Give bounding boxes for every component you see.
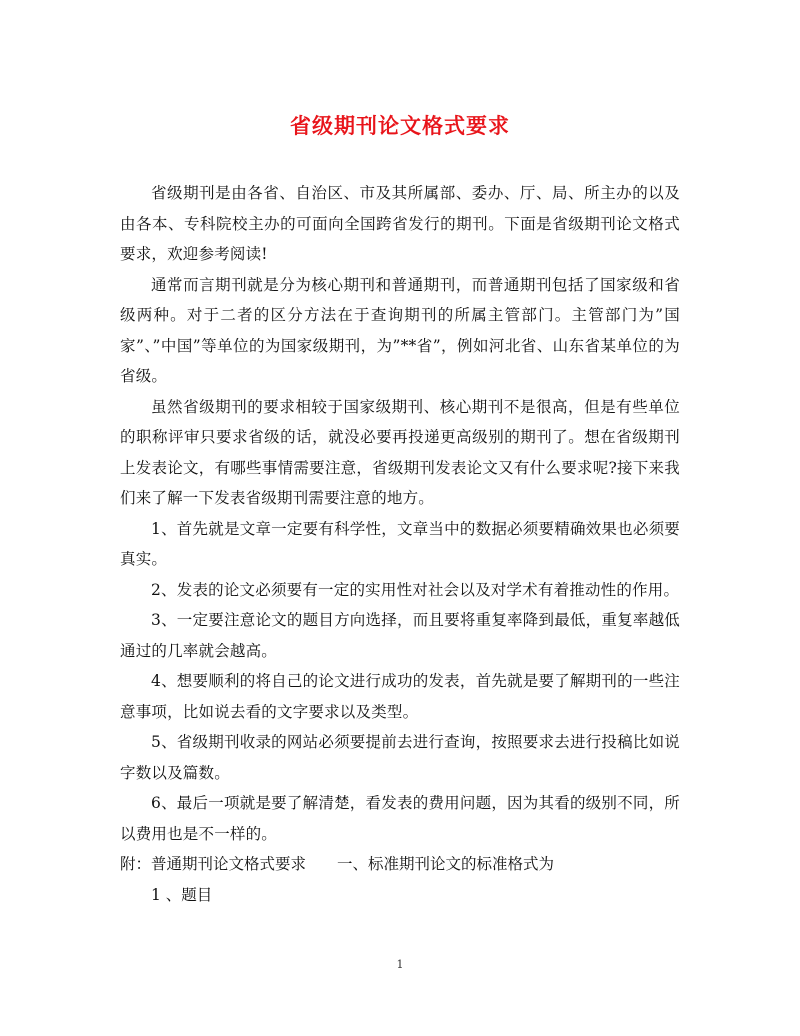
paragraph-intro: 省级期刊是由各省、自治区、市及其所属部、委办、厅、局、所主办的以及由各本、专科院校主办的可面向全国跨省发行的期刊。下面是省级期刊论文格式要求，欢迎参考阅读!: [120, 184, 680, 263]
list-item-4: 4、想要顺利的将自己的论文进行成功的发表，首先就是要了解期刊的一些注意事项，比如说去看的文字要求以及类型。: [120, 672, 680, 721]
list-item-5: 5、省级期刊收录的网站必须要提前去进行查询，按照要求去进行投稿比如说字数以及篇数。: [120, 733, 680, 782]
list-item-3: 3、一定要注意论文的题目方向选择，而且要将重复率降到最低，重复率越低通过的几率就会越高。: [120, 611, 680, 660]
document-body: [120, 178, 680, 910]
list-item-6: 6、最后一项就是要了解清楚，看发表的费用问题，因为其看的级别不同，所以费用也是不一样的。: [120, 794, 680, 843]
list-item-1: 1、首先就是文章一定要有科学性，文章当中的数据必须要精确效果也必须要真实。: [120, 519, 680, 568]
page-number: 1: [396, 958, 404, 971]
list-item-2: 2、发表的论文必须要有一定的实用性对社会以及对学术有着推动性的作用。: [151, 580, 680, 599]
section-item-title: 1 、题目: [151, 885, 213, 904]
appendix-heading: 附：普通期刊论文格式要求 一、标准期刊论文的标准格式为: [120, 855, 555, 873]
document-title: 省级期刊论文格式要求: [290, 113, 510, 138]
paragraph-requirements: 虽然省级期刊的要求相较于国家级期刊、核心期刊不是很高，但是有些单位的职称评审只要求省级的话，就没必要再投递更高级别的期刊了。想在省级期刊上发表论文，有哪些事情需要注意，省级期刊发表论文又有什么要求呢?接下来我们来了解一下发表省级期刊需要注意的地方。: [120, 397, 680, 507]
paragraph-classification: 通常而言期刊就是分为核心期刊和普通期刊，而普通期刊包括了国家级和省级两种。对于二者的区分方法在于查询期刊的所属主管部门。主管部门为”国家”、”中国”等单位的为国家级期刊，为”**省”，例如河北省、山东省某单位的为省级。: [120, 275, 680, 385]
